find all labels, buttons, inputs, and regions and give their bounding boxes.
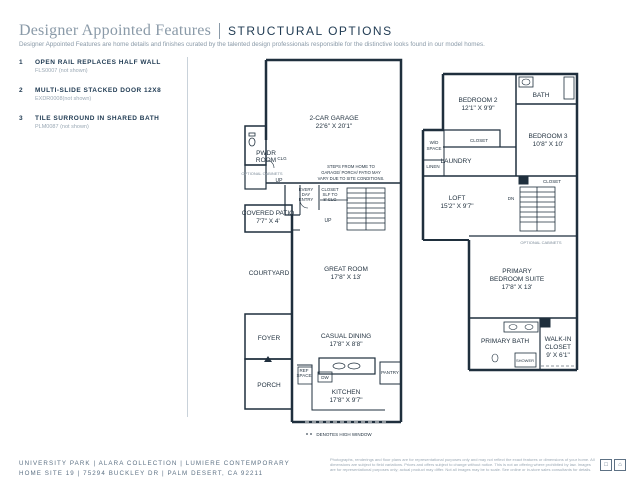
closet-a-label: CLOSET xyxy=(469,138,489,143)
loft-dim: 15'2" X 9'7" xyxy=(440,203,474,210)
walkin-label-2: CLOSET xyxy=(544,344,572,351)
casual-dining-dim: 17'8" X 8'8" xyxy=(329,341,363,348)
accessibility-logo-icon: □ xyxy=(600,459,612,471)
dn-label: DN xyxy=(507,196,515,201)
bedroom3-dim: 10'8" X 10' xyxy=(532,141,564,148)
wd-label-2: SPACE xyxy=(426,146,442,151)
closet-b-label: CLOSET xyxy=(542,179,562,184)
closet-label-3: 8' CLG xyxy=(323,197,337,202)
option-title: MULTI-SLIDE STACKED DOOR 12X8 xyxy=(35,87,162,94)
kitchen-label: KITCHEN xyxy=(331,389,361,396)
courtyard-label: COURTYARD xyxy=(248,270,290,277)
walkin-dim: 9' X 6'1" xyxy=(546,352,570,359)
pantry-label: PANTRY xyxy=(381,370,399,375)
optional-cabinets-label-2: OPTIONAL CABINETS xyxy=(520,240,562,245)
up-label: UP xyxy=(275,178,283,184)
optional-cabinets-label: OPTIONAL CABINETS xyxy=(241,171,283,176)
option-code: EXDR0008(not shown) xyxy=(35,96,92,102)
option-number: 2 xyxy=(19,87,23,94)
porch-label: PORCH xyxy=(257,382,281,389)
room-label: ROOM xyxy=(255,157,277,164)
bath-label: BATH xyxy=(532,92,550,99)
loft-label: LOFT xyxy=(448,195,466,202)
covered-patio-label: COVERED PATIO xyxy=(241,210,295,217)
steps-note-2: GARAGE/ PORCH/ PATIO MAY xyxy=(321,170,381,175)
bedroom2-label: BEDROOM 2 xyxy=(458,97,498,104)
first-floor-labels xyxy=(241,115,399,437)
option-title: TILE SURROUND IN SHARED BATH xyxy=(35,115,160,122)
option-number: 3 xyxy=(19,115,23,122)
high-window-note: DENOTES HIGH WINDOW xyxy=(316,432,372,437)
laundry-label: LAUNDRY xyxy=(440,158,472,165)
bedroom2-dim: 12'1" X 9'9" xyxy=(461,105,495,112)
bedroom3-label: BEDROOM 3 xyxy=(528,133,568,140)
garage-dim: 22'6" X 20'1" xyxy=(315,123,353,130)
steps-note-1: STEPS FROM HOME TO xyxy=(327,164,375,169)
garage-label: 2-CAR GARAGE xyxy=(309,115,359,122)
casual-dining-label: CASUAL DINING xyxy=(320,333,372,340)
option-code: PLM0087 (not shown) xyxy=(35,124,89,130)
option-code: FLS0007 (not shown) xyxy=(35,68,88,74)
second-floor-plan xyxy=(423,74,577,370)
linen-label: LINEN xyxy=(426,164,440,169)
entry-label-1: EVERY xyxy=(298,187,314,192)
page-subtitle: STRUCTURAL OPTIONS xyxy=(228,24,393,38)
shower-label: SHOWER xyxy=(516,358,534,363)
foyer-label: FOYER xyxy=(257,335,281,342)
dw-label: DW xyxy=(321,375,329,380)
steps-note-3: VARY DUE TO SITE CONDITIONS. xyxy=(317,176,385,181)
closet-label-1: CLOSET xyxy=(321,187,339,192)
entry-label-2: DAY xyxy=(301,192,311,197)
up-label-2: UP xyxy=(324,218,332,224)
primary-suite-label-1: PRIMARY xyxy=(502,268,532,275)
great-room-dim: 17'8" X 13' xyxy=(330,274,362,281)
footer-disclaimer: Photographs, renderings and floor plans are for representational purposes only and may not reflect the exact features or dimensions of your home. All dimensions are subject to field variations. Prices and offers subject to change without notice. This is not an offering where prohibited by law. Images are for representational purposes only; actual product may differ. Not all images may be to scale. See online or in-store sales consultants for details. xyxy=(330,457,595,472)
footer-address xyxy=(19,459,290,479)
closet-label-2: SLF TO xyxy=(322,192,338,197)
page-description: Designer Appointed Features are home details and finishes curated by the talented design professionals responsible for the distinctive looks found in our model homes. xyxy=(19,41,485,48)
entry-label-3: ENTRY xyxy=(298,197,314,202)
equal-housing-logo-icon: ⌂ xyxy=(614,459,626,471)
clg-label: CLG xyxy=(277,156,287,161)
kitchen-dim: 17'8" X 9'7" xyxy=(329,397,363,404)
footer-line-1: UNIVERSITY PARK | ALARA COLLECTION | LUMIERE CONTEMPORARY xyxy=(19,460,290,467)
footer-line-2: HOME SITE 19 | 75294 BUCKLEY DR | PALM DESERT, CA 92211 xyxy=(19,470,264,477)
ref-label-1: REF xyxy=(299,368,309,373)
option-number: 1 xyxy=(19,59,23,66)
primary-bath-label: PRIMARY BATH xyxy=(480,338,530,345)
primary-suite-dim: 17'8" X 13' xyxy=(501,284,533,291)
ref-label-2: SPACE xyxy=(296,373,312,378)
covered-patio-dim: 7'7" X 4' xyxy=(256,218,280,225)
page-title: Designer Appointed Features xyxy=(19,22,212,39)
option-title: OPEN RAIL REPLACES HALF WALL xyxy=(35,59,161,66)
primary-suite-label-2: BEDROOM SUITE xyxy=(489,276,545,283)
walkin-label-1: WALK-IN xyxy=(544,336,572,343)
pwdr-label: PWDR xyxy=(256,150,276,157)
wd-label-1: W/D xyxy=(429,140,439,145)
great-room-label: GREAT ROOM xyxy=(324,266,368,273)
